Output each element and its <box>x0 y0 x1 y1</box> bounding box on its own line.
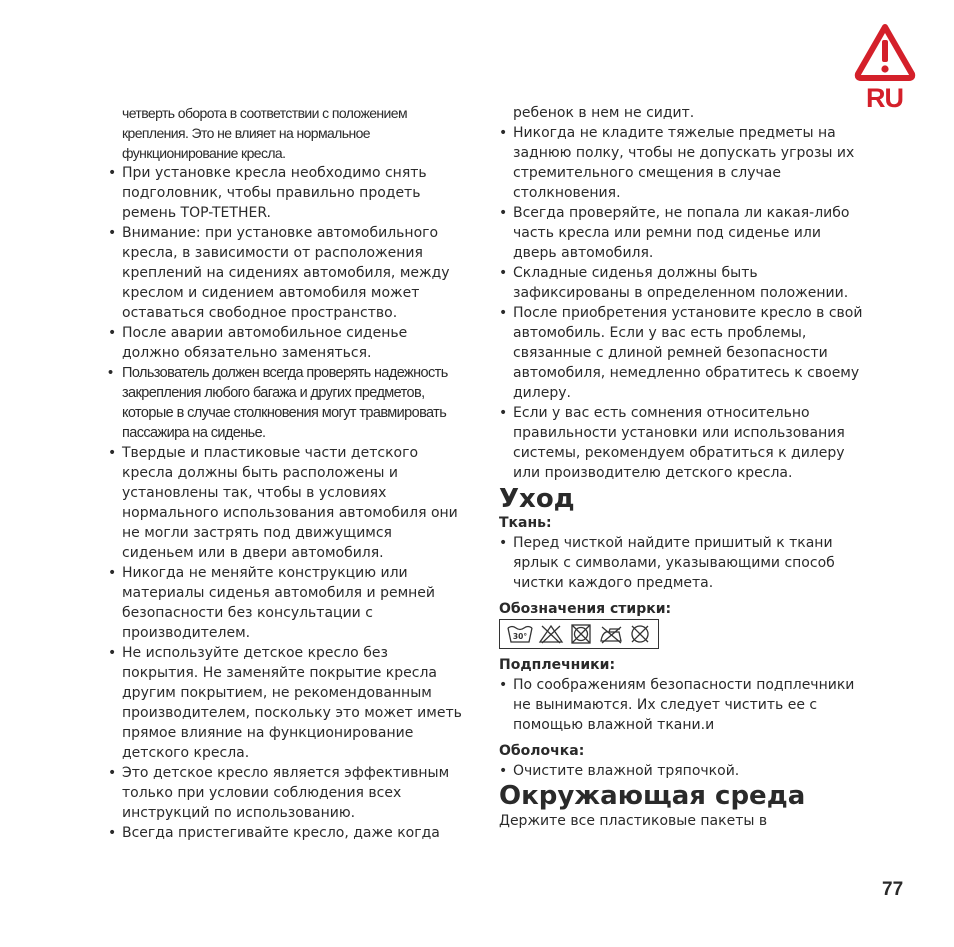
continued-text: четверть оборота в соответствии с положением крепления. Это не влияет на нормальное функционирование кресла. <box>122 105 407 161</box>
list-item: • Никогда не меняйте конструкцию или материалы сиденья автомобиля и ремней безопасности без консультации с производителем. <box>108 563 468 643</box>
shell-item: • Очистите влажной тряпочкой. <box>499 761 864 781</box>
list-item: • Никогда не кладите тяжелые предметы на заднюю полку, чтобы не допускать угрозы их стремительного смещения в случае столкновения. <box>499 123 864 203</box>
list-item: • При установке кресла необходимо снять подголовник, чтобы правильно продеть ремень TOP-TETHER. <box>108 163 468 223</box>
care-heading: Уход <box>499 484 575 514</box>
list-item: • После приобретения установите кресло в свой автомобиль. Если у вас есть проблемы, связанные с длиной ремней безопасности автомобиля, немедленно обратитесь к своему дилеру. <box>499 303 864 403</box>
list-item: • Всегда проверяйте, не попала ли какая-либо часть кресла или ремни под сиденье или дверь автомобиля. <box>499 203 864 263</box>
environment-heading: Окружающая среда <box>499 781 806 811</box>
list-item: • Всегда пристегивайте кресло, даже когда <box>108 823 468 843</box>
pads-item: • По соображениям безопасности подплечники не вынимаются. Их следует чистить ее с помощью влажной ткани.и <box>499 675 864 735</box>
list-item: • Складные сиденья должны быть зафиксированы в определенном положении. <box>499 263 864 303</box>
list-item: • Если у вас есть сомнения относительно правильности установки или использования системы, рекомендуем обратиться к дилеру или производителю детского кресла. <box>499 403 864 483</box>
language-code: RU <box>866 83 903 113</box>
list-item: • Твердые и пластиковые части детского кресла должны быть расположены и установлены так, чтобы в условиях нормального использования автомобиля они не могли застрять под движущимся сиденьем или в двери автомобиля. <box>108 443 468 563</box>
list-item: • Это детское кресло является эффективным только при условии соблюдения всех инструкций по использованию. <box>108 763 468 823</box>
shell-label: Оболочка: <box>499 743 585 759</box>
environment-text: Держите все пластиковые пакеты в <box>499 813 768 829</box>
wash-temperature: 30° <box>512 632 527 641</box>
no-iron-icon <box>598 624 624 644</box>
page-number: 77 <box>882 879 904 900</box>
no-dry-clean-icon <box>629 624 651 644</box>
right-column <box>499 103 864 831</box>
list-item: • Не используйте детское кресло без покрытия. Не заменяйте покрытие кресла другим покрытием, не рекомендованным производителем, поскольку это может иметь прямое влияние на функционирование детского кресла. <box>108 643 468 763</box>
pads-label: Подплечники: <box>499 657 616 673</box>
warning-triangle-icon <box>853 22 917 82</box>
wash-symbols-box <box>499 619 659 649</box>
fabric-item: • Перед чисткой найдите пришитый к ткани ярлык с символами, указывающими способ чистки каждого предмета. <box>499 533 864 593</box>
wash-symbols-label: Обозначения стирки: <box>499 601 672 617</box>
continued-text: ребенок в нем не сидит. <box>513 105 695 121</box>
list-item: • После аварии автомобильное сиденье должно обязательно заменяться. <box>108 323 468 363</box>
fabric-label: Ткань: <box>499 515 552 531</box>
list-item: • Внимание: при установке автомобильного кресла, в зависимости от расположения креплений на сидениях автомобиля, между креслом и сидением автомобиля может оставаться свободное пространство. <box>108 223 468 323</box>
list-item: • Пользователь должен всегда проверять надежность закрепления любого багажа и других предметов, которые в случае столкновения могут травмировать пассажира на сиденье. <box>108 363 468 443</box>
left-column <box>108 103 468 843</box>
no-bleach-icon <box>538 624 564 644</box>
no-tumble-dry-icon <box>570 624 592 644</box>
wash-30-icon <box>507 624 533 644</box>
